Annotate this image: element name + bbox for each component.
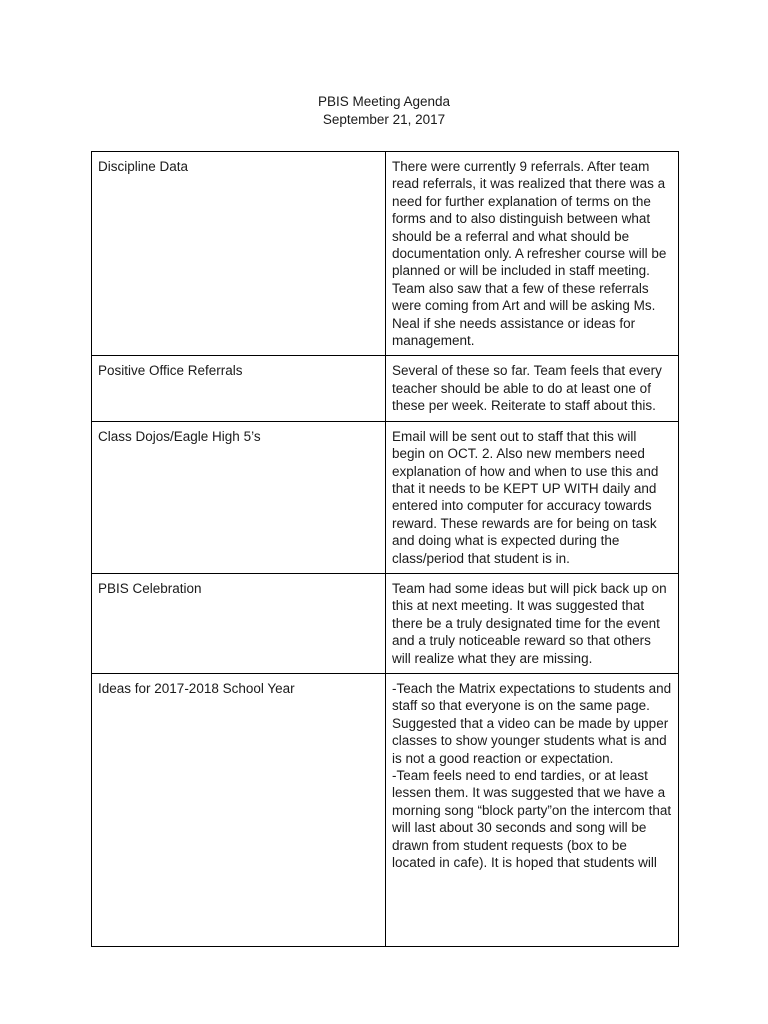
table-row <box>92 421 679 573</box>
agenda-table <box>91 151 679 947</box>
agenda-details: Team had some ideas but will pick back up on this at next meeting. It was suggested that there be a truly designated time for the event and a truly noticeable reward so that others will realize what they are missing. <box>386 573 679 673</box>
agenda-topic: Positive Office Referrals <box>92 356 386 421</box>
agenda-details: Email will be sent out to staff that this will begin on OCT. 2. Also new members need explanation of how and when to use this and that it needs to be KEPT UP WITH daily and entered into computer for accuracy towards reward. These rewards are for being on task and doing what is expected during the class/period that student is in. <box>386 421 679 573</box>
agenda-details: -Teach the Matrix expectations to students and staff so that everyone is on the same page. Suggested that a video can be made by upper classes to show younger students what is and is not a good reaction or expectation. -Team feels need to end tardies, or at least lessen them. It was suggested that we have a morning song “block party”on the intercom that will last about 30 seconds and song will be drawn from student requests (box to be located in cafe). It is hoped that students will <box>386 673 679 946</box>
table-row <box>92 673 679 946</box>
document-header <box>0 93 768 129</box>
agenda-details: There were currently 9 referrals. After team read referrals, it was realized that there was a need for further explanation of terms on the forms and to also distinguish between what should be a referral and what should be documentation only. A refresher course will be planned or will be included in staff meeting. Team also saw that a few of these referrals were coming from Art and will be asking Ms. Neal if she needs assistance or ideas for management. <box>386 152 679 356</box>
agenda-topic: PBIS Celebration <box>92 573 386 673</box>
table-row <box>92 152 679 356</box>
agenda-topic: Discipline Data <box>92 152 386 356</box>
agenda-topic: Ideas for 2017-2018 School Year <box>92 673 386 946</box>
agenda-details: Several of these so far. Team feels that every teacher should be able to do at least one of these per week. Reiterate to staff about this. <box>386 356 679 421</box>
document-date: September 21, 2017 <box>322 112 446 127</box>
table-row <box>92 573 679 673</box>
agenda-topic: Class Dojos/Eagle High 5’s <box>92 421 386 573</box>
table-row <box>92 356 679 421</box>
document-title: PBIS Meeting Agenda <box>317 94 451 109</box>
